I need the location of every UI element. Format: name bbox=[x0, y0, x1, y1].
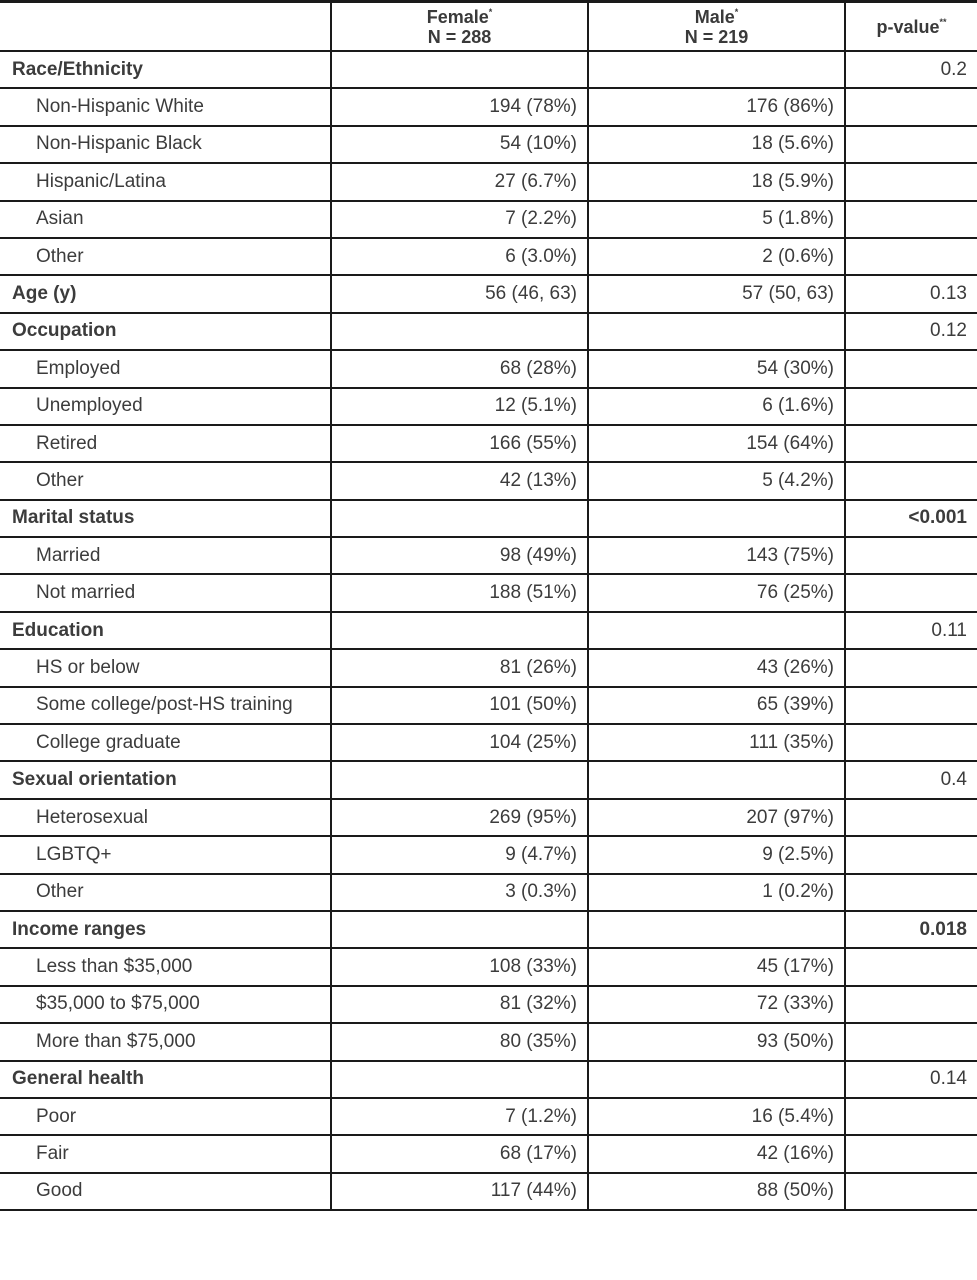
row-label: Marital status bbox=[0, 500, 331, 537]
p-value bbox=[845, 163, 977, 200]
p-value: 0.11 bbox=[845, 612, 977, 649]
p-value bbox=[845, 537, 977, 574]
male-value: 43 (26%) bbox=[588, 649, 845, 686]
table-row bbox=[0, 874, 977, 911]
male-value: 2 (0.6%) bbox=[588, 238, 845, 275]
female-value: 101 (50%) bbox=[331, 687, 588, 724]
female-value: 81 (26%) bbox=[331, 649, 588, 686]
table-row bbox=[0, 88, 977, 125]
row-label: Married bbox=[0, 537, 331, 574]
male-value: 5 (1.8%) bbox=[588, 201, 845, 238]
female-value bbox=[331, 51, 588, 88]
female-value bbox=[331, 1061, 588, 1098]
row-label: Poor bbox=[0, 1098, 331, 1135]
row-label: Not married bbox=[0, 574, 331, 611]
p-value bbox=[845, 836, 977, 873]
male-value: 176 (86%) bbox=[588, 88, 845, 125]
p-value: 0.4 bbox=[845, 761, 977, 798]
male-value: 111 (35%) bbox=[588, 724, 845, 761]
p-value: 0.2 bbox=[845, 51, 977, 88]
female-value bbox=[331, 612, 588, 649]
male-value: 57 (50, 63) bbox=[588, 275, 845, 312]
header-variable bbox=[0, 2, 331, 52]
male-value: 65 (39%) bbox=[588, 687, 845, 724]
male-value: 143 (75%) bbox=[588, 537, 845, 574]
male-value: 54 (30%) bbox=[588, 350, 845, 387]
male-value: 45 (17%) bbox=[588, 948, 845, 985]
female-value: 81 (32%) bbox=[331, 986, 588, 1023]
male-value: 72 (33%) bbox=[588, 986, 845, 1023]
male-value: 9 (2.5%) bbox=[588, 836, 845, 873]
male-value: 5 (4.2%) bbox=[588, 462, 845, 499]
p-value: <0.001 bbox=[845, 500, 977, 537]
p-value: 0.14 bbox=[845, 1061, 977, 1098]
female-value: 68 (28%) bbox=[331, 350, 588, 387]
header-female-n: N = 288 bbox=[427, 26, 492, 47]
table-row bbox=[0, 574, 977, 611]
row-label: Other bbox=[0, 238, 331, 275]
row-label: Occupation bbox=[0, 313, 331, 350]
row-label: Employed bbox=[0, 350, 331, 387]
male-value bbox=[588, 313, 845, 350]
row-label: More than $75,000 bbox=[0, 1023, 331, 1060]
row-label: Other bbox=[0, 874, 331, 911]
header-pvalue: p-value** bbox=[845, 2, 977, 52]
male-value bbox=[588, 500, 845, 537]
row-label: Asian bbox=[0, 201, 331, 238]
row-label: Good bbox=[0, 1173, 331, 1210]
male-value: 207 (97%) bbox=[588, 799, 845, 836]
p-value bbox=[845, 1135, 977, 1172]
p-value bbox=[845, 574, 977, 611]
female-value: 7 (2.2%) bbox=[331, 201, 588, 238]
male-value: 18 (5.6%) bbox=[588, 126, 845, 163]
p-value bbox=[845, 1098, 977, 1135]
female-value bbox=[331, 911, 588, 948]
male-value: 76 (25%) bbox=[588, 574, 845, 611]
p-value bbox=[845, 649, 977, 686]
p-value: 0.13 bbox=[845, 275, 977, 312]
row-label: Education bbox=[0, 612, 331, 649]
table-group-row bbox=[0, 500, 977, 537]
table-group-row bbox=[0, 761, 977, 798]
row-label: General health bbox=[0, 1061, 331, 1098]
table-group-row bbox=[0, 313, 977, 350]
table-row bbox=[0, 1173, 977, 1210]
table-row bbox=[0, 836, 977, 873]
row-label: Race/Ethnicity bbox=[0, 51, 331, 88]
p-value bbox=[845, 238, 977, 275]
female-value bbox=[331, 500, 588, 537]
row-label: $35,000 to $75,000 bbox=[0, 986, 331, 1023]
table-row bbox=[0, 462, 977, 499]
male-value: 18 (5.9%) bbox=[588, 163, 845, 200]
table-group-row bbox=[0, 612, 977, 649]
row-label: Heterosexual bbox=[0, 799, 331, 836]
female-value: 3 (0.3%) bbox=[331, 874, 588, 911]
female-value: 104 (25%) bbox=[331, 724, 588, 761]
table-header-row bbox=[0, 2, 977, 52]
female-value: 194 (78%) bbox=[331, 88, 588, 125]
male-value: 88 (50%) bbox=[588, 1173, 845, 1210]
p-value bbox=[845, 874, 977, 911]
table-row bbox=[0, 1098, 977, 1135]
row-label: College graduate bbox=[0, 724, 331, 761]
female-value: 54 (10%) bbox=[331, 126, 588, 163]
male-value bbox=[588, 761, 845, 798]
row-label: Sexual orientation bbox=[0, 761, 331, 798]
female-value: 68 (17%) bbox=[331, 1135, 588, 1172]
table-row bbox=[0, 948, 977, 985]
p-value bbox=[845, 687, 977, 724]
p-value bbox=[845, 724, 977, 761]
table-row bbox=[0, 163, 977, 200]
row-label: Other bbox=[0, 462, 331, 499]
male-value: 1 (0.2%) bbox=[588, 874, 845, 911]
female-value: 108 (33%) bbox=[331, 948, 588, 985]
p-value bbox=[845, 986, 977, 1023]
table-group-row bbox=[0, 51, 977, 88]
female-value bbox=[331, 761, 588, 798]
p-value bbox=[845, 350, 977, 387]
table-row bbox=[0, 126, 977, 163]
table-row bbox=[0, 1023, 977, 1060]
female-value: 7 (1.2%) bbox=[331, 1098, 588, 1135]
p-value bbox=[845, 948, 977, 985]
table-row bbox=[0, 799, 977, 836]
header-male-n: N = 219 bbox=[684, 26, 749, 47]
table-row bbox=[0, 1135, 977, 1172]
table-group-row bbox=[0, 911, 977, 948]
row-label: Fair bbox=[0, 1135, 331, 1172]
row-label: Non-Hispanic Black bbox=[0, 126, 331, 163]
female-value: 80 (35%) bbox=[331, 1023, 588, 1060]
male-value bbox=[588, 51, 845, 88]
female-value: 12 (5.1%) bbox=[331, 388, 588, 425]
table-row bbox=[0, 388, 977, 425]
table-row bbox=[0, 986, 977, 1023]
row-label: Age (y) bbox=[0, 275, 331, 312]
row-label: Non-Hispanic White bbox=[0, 88, 331, 125]
p-value bbox=[845, 425, 977, 462]
table-row bbox=[0, 687, 977, 724]
table-body bbox=[0, 51, 977, 1210]
male-value: 42 (16%) bbox=[588, 1135, 845, 1172]
header-male: Male* N = 219 bbox=[588, 2, 845, 52]
male-value: 93 (50%) bbox=[588, 1023, 845, 1060]
female-value: 117 (44%) bbox=[331, 1173, 588, 1210]
header-female: Female* N = 288 bbox=[331, 2, 588, 52]
male-value: 154 (64%) bbox=[588, 425, 845, 462]
row-label: Income ranges bbox=[0, 911, 331, 948]
female-value: 98 (49%) bbox=[331, 537, 588, 574]
male-value: 6 (1.6%) bbox=[588, 388, 845, 425]
male-value bbox=[588, 1061, 845, 1098]
table-row bbox=[0, 350, 977, 387]
female-value: 9 (4.7%) bbox=[331, 836, 588, 873]
p-value bbox=[845, 799, 977, 836]
p-value: 0.12 bbox=[845, 313, 977, 350]
row-label: LGBTQ+ bbox=[0, 836, 331, 873]
table-group-row bbox=[0, 275, 977, 312]
female-value: 188 (51%) bbox=[331, 574, 588, 611]
table-row bbox=[0, 238, 977, 275]
male-value bbox=[588, 612, 845, 649]
female-value: 42 (13%) bbox=[331, 462, 588, 499]
female-value: 269 (95%) bbox=[331, 799, 588, 836]
male-value bbox=[588, 911, 845, 948]
male-value: 16 (5.4%) bbox=[588, 1098, 845, 1135]
table-row bbox=[0, 649, 977, 686]
female-value: 56 (46, 63) bbox=[331, 275, 588, 312]
p-value bbox=[845, 126, 977, 163]
p-value bbox=[845, 88, 977, 125]
p-value bbox=[845, 1173, 977, 1210]
row-label: Less than $35,000 bbox=[0, 948, 331, 985]
female-value: 166 (55%) bbox=[331, 425, 588, 462]
p-value bbox=[845, 462, 977, 499]
row-label: HS or below bbox=[0, 649, 331, 686]
p-value bbox=[845, 201, 977, 238]
female-value: 6 (3.0%) bbox=[331, 238, 588, 275]
female-value bbox=[331, 313, 588, 350]
table-row bbox=[0, 537, 977, 574]
p-value bbox=[845, 388, 977, 425]
female-value: 27 (6.7%) bbox=[331, 163, 588, 200]
table-row bbox=[0, 425, 977, 462]
row-label: Hispanic/Latina bbox=[0, 163, 331, 200]
row-label: Some college/post-HS training bbox=[0, 687, 331, 724]
row-label: Unemployed bbox=[0, 388, 331, 425]
table-row bbox=[0, 201, 977, 238]
p-value: 0.018 bbox=[845, 911, 977, 948]
row-label: Retired bbox=[0, 425, 331, 462]
table-row bbox=[0, 724, 977, 761]
p-value bbox=[845, 1023, 977, 1060]
table-group-row bbox=[0, 1061, 977, 1098]
